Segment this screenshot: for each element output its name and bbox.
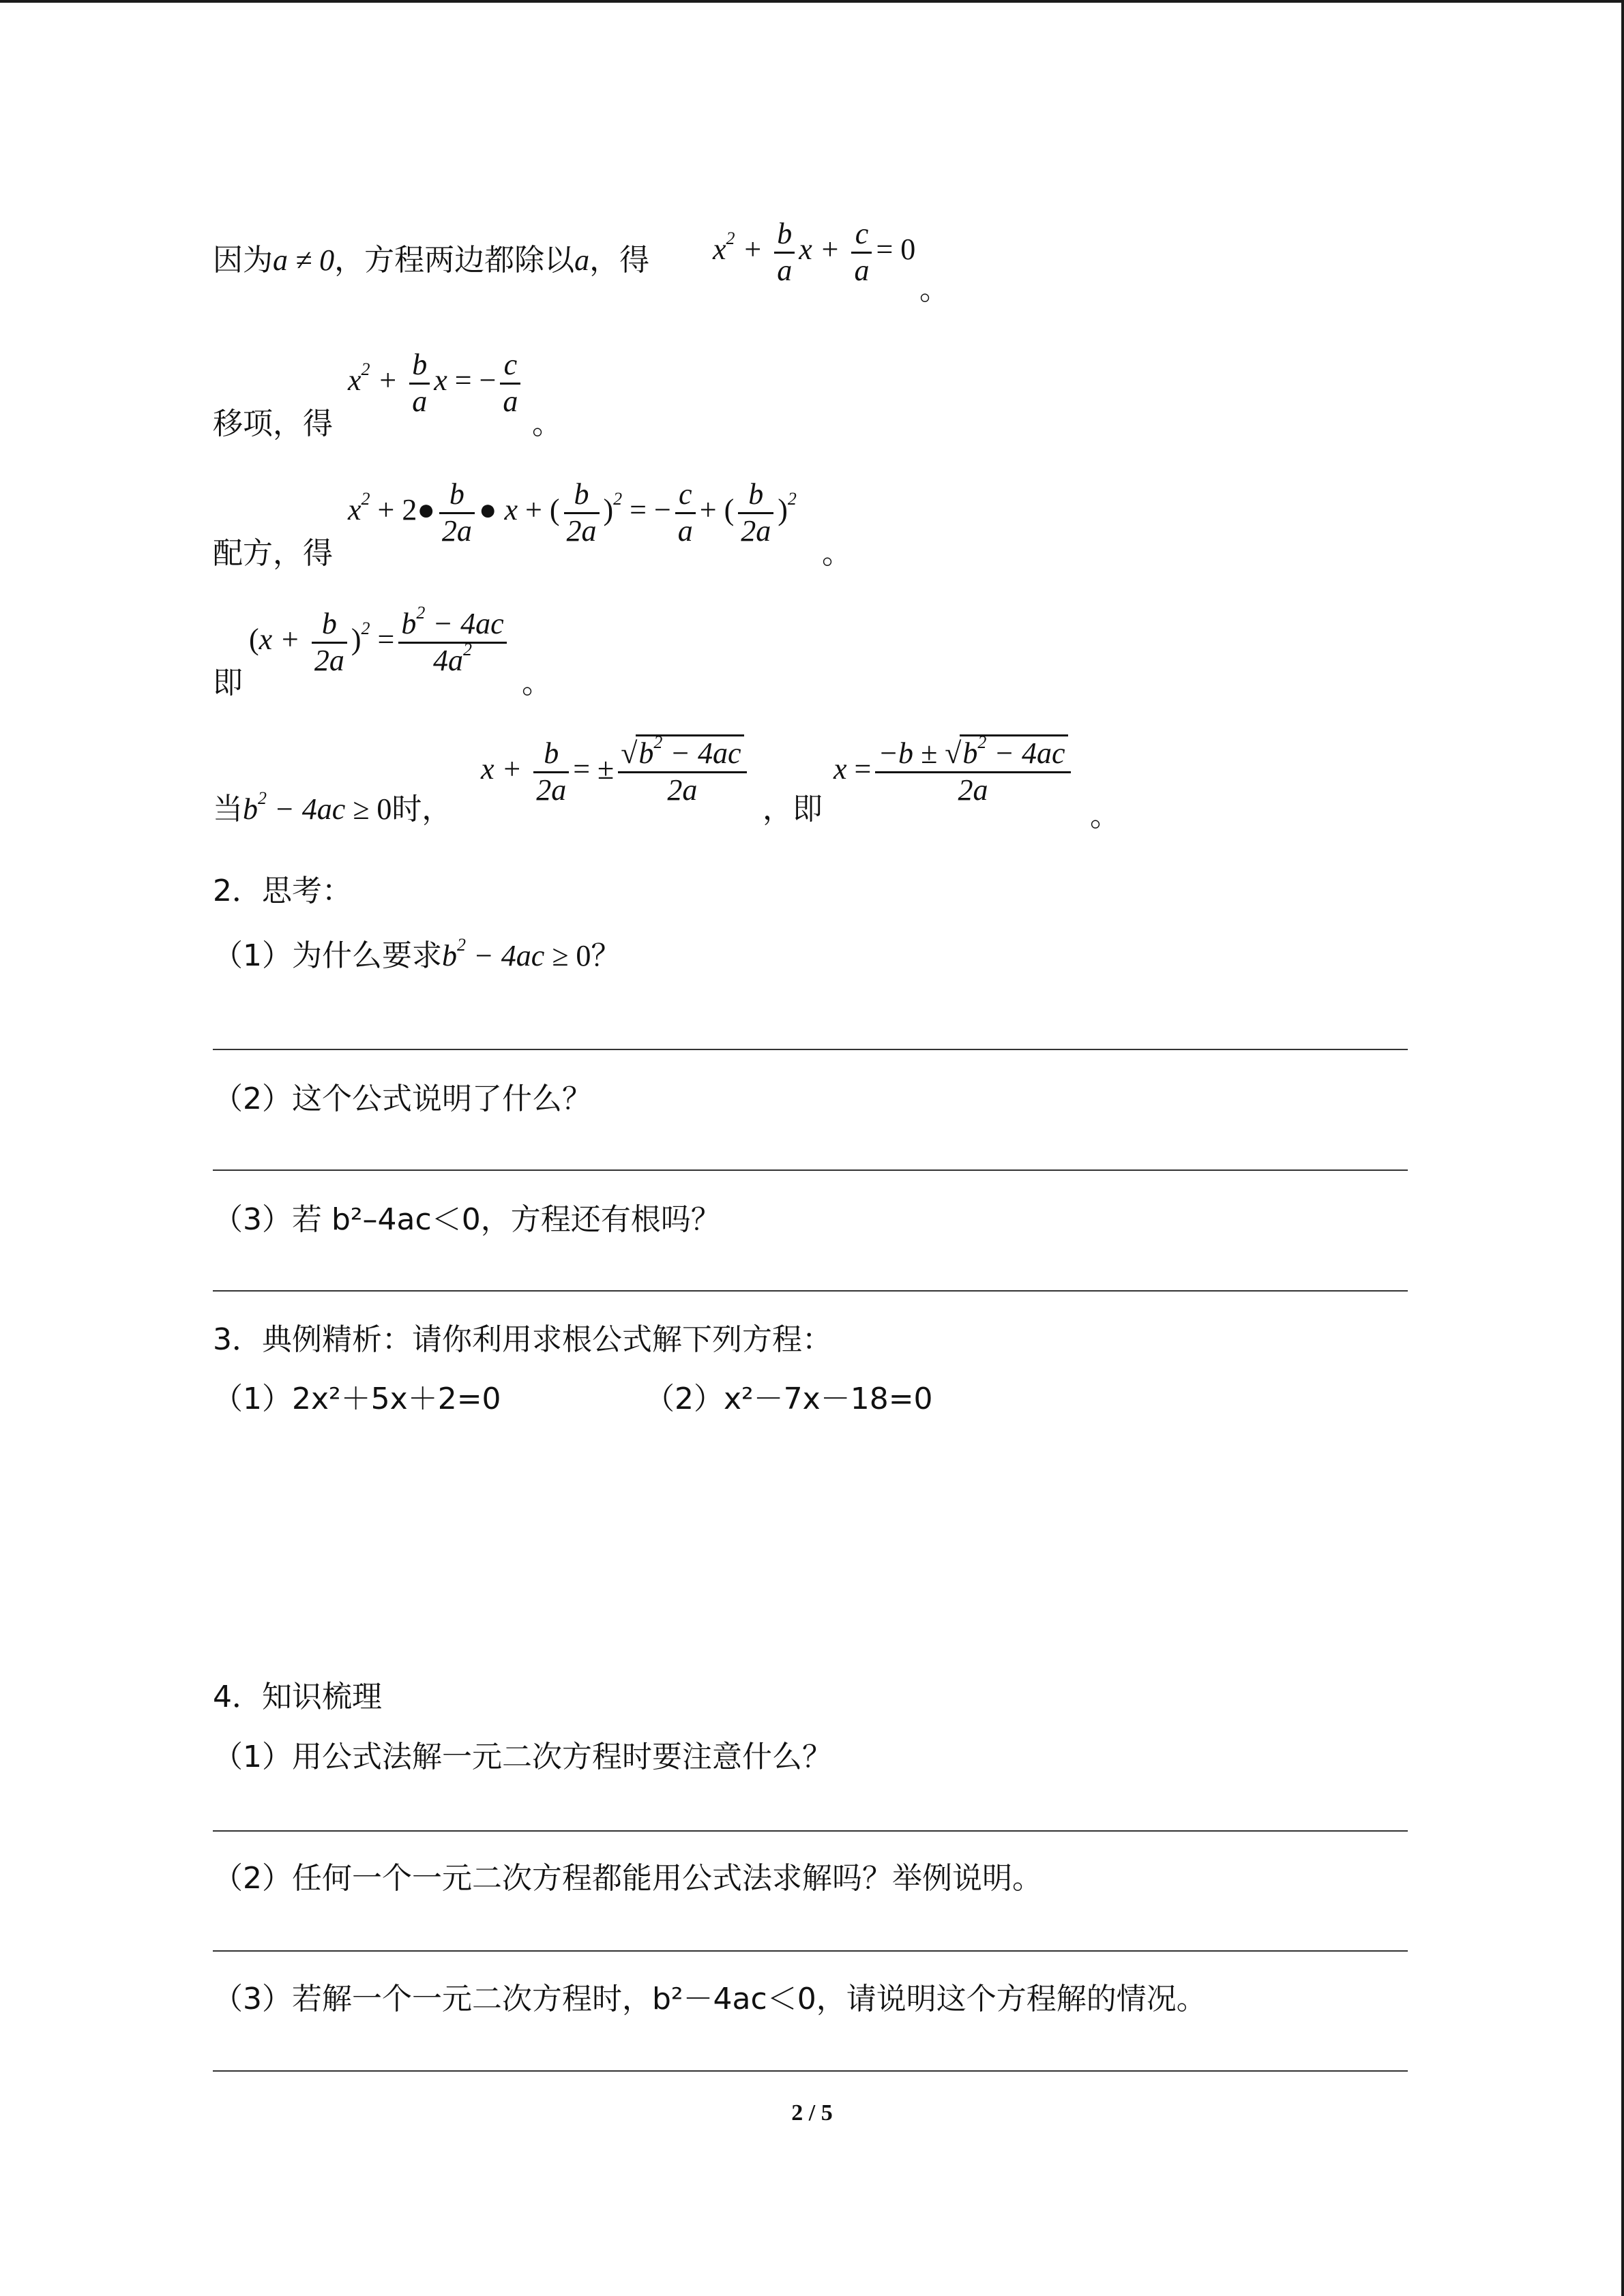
period: 。 bbox=[919, 272, 949, 307]
derivation-line-4-label: 即 bbox=[213, 666, 243, 700]
equation-2: $x^2$ + $\frac{b}{a}$ x = − $\frac{c}{a}$ bbox=[348, 348, 525, 419]
answer-line[interactable] bbox=[213, 1290, 1408, 1292]
text-ie: ，即 bbox=[763, 792, 823, 826]
section-2-q3: （3）若 b²–4ac＜0，方程还有根吗？ bbox=[213, 1202, 721, 1237]
answer-line[interactable] bbox=[213, 1169, 1408, 1171]
page-number: 2 / 5 bbox=[791, 2100, 833, 2126]
text: 时， bbox=[392, 792, 452, 826]
section-4-q2: （2）任何一个一元二次方程都能用公式法求解吗？举例说明。 bbox=[213, 1861, 1042, 1896]
text: 因为 bbox=[213, 243, 273, 278]
example-2: （2）x²－7x－18=0 bbox=[645, 1382, 933, 1416]
period: 。 bbox=[522, 666, 552, 700]
equation-1: $x^2$ + $\frac{b}{a}$ x + $\frac{c}{a}$ = 0 bbox=[713, 217, 916, 287]
period: 。 bbox=[1090, 799, 1120, 833]
derivation-line-5: 当$b^2 - 4ac \ge 0$时， bbox=[213, 788, 452, 826]
equation-5a: x + $\frac{b}{2a}$ = ± $\frac{√b^2 - 4ac}{2a}$ bbox=[481, 736, 751, 807]
section-2-q1: （1）为什么要求$b^2 - 4ac \ge 0$？ bbox=[213, 935, 621, 973]
equation-3: $x^2$ + 2● $\frac{b}{2a}$ ● x + ( $\frac{b}{2a}$ )$^2$ = − $\frac{c}{a}$ + ( $\frac{b}{2a}$ )$^2$ bbox=[348, 477, 797, 548]
variable-a: a bbox=[574, 243, 590, 277]
text: ，方程两边都除以 bbox=[334, 243, 575, 278]
section-3-title: 3．典例精析：请你利用求根公式解下列方程： bbox=[213, 1322, 832, 1357]
answer-line[interactable] bbox=[213, 1950, 1408, 1952]
equation-5b: x = $\frac{-b \pm √b^2 - 4ac}{2a}$ bbox=[833, 736, 1075, 807]
section-2-q2: （2）这个公式说明了什么？ bbox=[213, 1082, 592, 1116]
section-4-q3: （3）若解一个一元二次方程时，b²－4ac＜0，请说明这个方程解的情况。 bbox=[213, 1982, 1207, 2016]
answer-line[interactable] bbox=[213, 1049, 1408, 1050]
section-4-q1: （1）用公式法解一元二次方程时要注意什么？ bbox=[213, 1740, 832, 1774]
text: ？ bbox=[591, 938, 621, 973]
derivation-line-2-label: 移项，得 bbox=[213, 406, 333, 441]
derivation-line-3-label: 配方，得 bbox=[213, 536, 333, 571]
condition-a-nonzero: a ≠ 0 bbox=[273, 243, 335, 277]
text: ，得 bbox=[589, 243, 650, 278]
period: 。 bbox=[532, 406, 562, 441]
example-1: （1）2x²＋5x＋2=0 bbox=[213, 1382, 501, 1416]
derivation-line-1 bbox=[213, 235, 649, 279]
period: 。 bbox=[822, 536, 852, 571]
text: （1）为什么要求 bbox=[213, 938, 442, 973]
section-4-title: 4．知识梳理 bbox=[213, 1680, 382, 1714]
answer-line[interactable] bbox=[213, 2070, 1408, 2072]
section-2-title: 2．思考： bbox=[213, 874, 352, 908]
text: 当 bbox=[213, 792, 243, 826]
answer-line[interactable] bbox=[213, 1830, 1408, 1832]
equation-4: (x + $\frac{b}{2a}$ )$^2$ = $\frac{b^2 - 4ac}{4a^2}$ bbox=[249, 607, 511, 678]
